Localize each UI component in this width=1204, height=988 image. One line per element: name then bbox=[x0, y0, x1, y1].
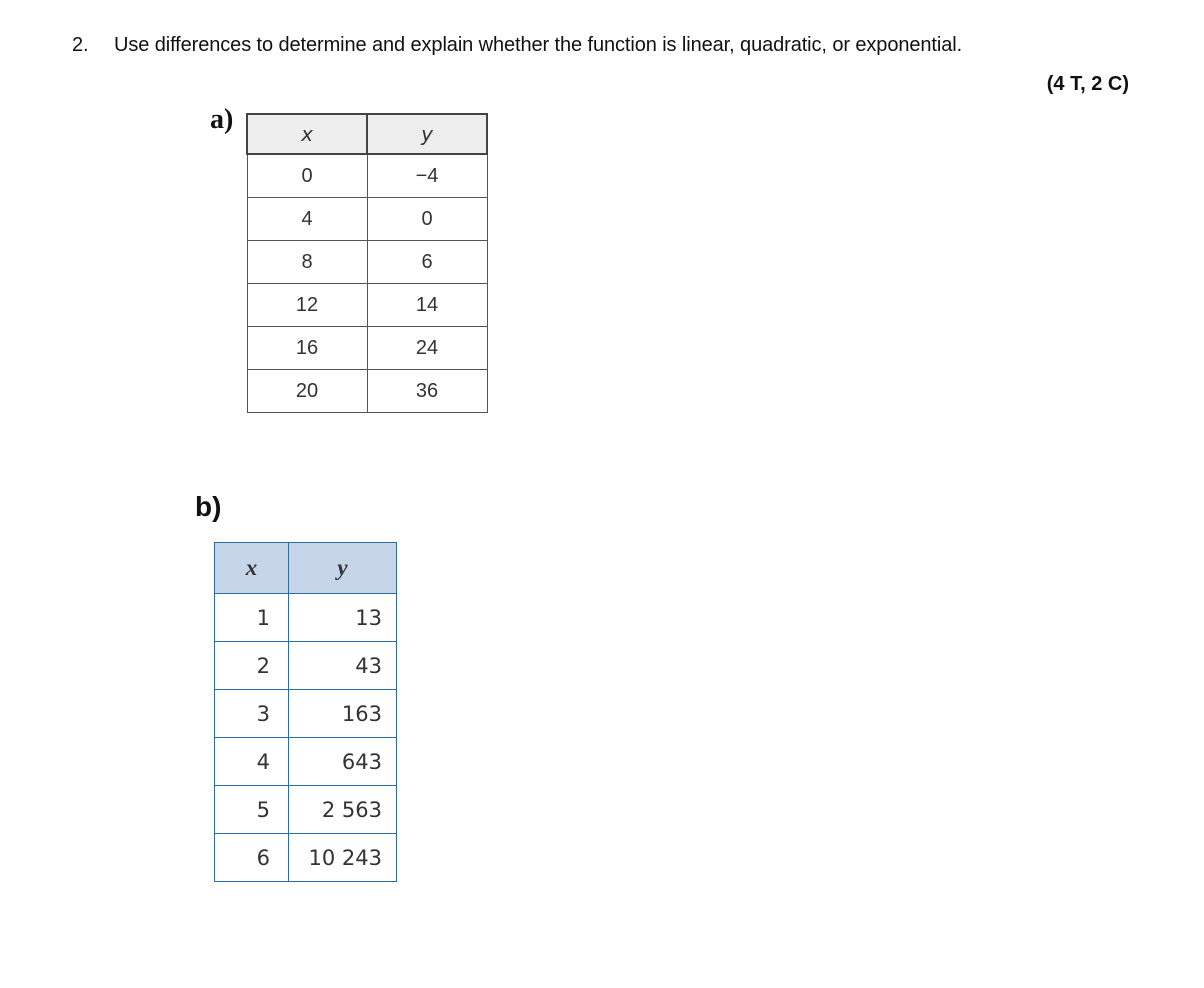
table-row bbox=[215, 834, 397, 882]
cell-y: 36 bbox=[367, 370, 487, 413]
part-a-label: a) bbox=[210, 104, 234, 135]
cell-y: 163 bbox=[289, 690, 397, 738]
table-row bbox=[215, 690, 397, 738]
cell-x: 12 bbox=[247, 284, 367, 327]
cell-y: −4 bbox=[367, 154, 487, 198]
table-row bbox=[247, 154, 487, 198]
cell-y: 6 bbox=[367, 241, 487, 284]
cell-y: 2 563 bbox=[289, 786, 397, 834]
table-row bbox=[215, 738, 397, 786]
header-x: x bbox=[215, 543, 289, 594]
cell-x: 2 bbox=[215, 642, 289, 690]
cell-y: 13 bbox=[289, 594, 397, 642]
cell-x: 4 bbox=[247, 198, 367, 241]
table-row bbox=[215, 594, 397, 642]
header-y: y bbox=[289, 543, 397, 594]
cell-x: 4 bbox=[215, 738, 289, 786]
cell-x: 1 bbox=[215, 594, 289, 642]
table-row bbox=[247, 327, 487, 370]
table-row bbox=[247, 370, 487, 413]
cell-x: 0 bbox=[247, 154, 367, 198]
cell-x: 5 bbox=[215, 786, 289, 834]
cell-y: 24 bbox=[367, 327, 487, 370]
cell-x: 20 bbox=[247, 370, 367, 413]
cell-x: 3 bbox=[215, 690, 289, 738]
table-header-row bbox=[247, 114, 487, 154]
table-row bbox=[247, 241, 487, 284]
header-y: y bbox=[367, 114, 487, 154]
question-number: 2. bbox=[72, 34, 89, 56]
cell-x: 16 bbox=[247, 327, 367, 370]
part-b-table bbox=[214, 542, 397, 882]
cell-y: 43 bbox=[289, 642, 397, 690]
table-row bbox=[215, 786, 397, 834]
cell-y: 0 bbox=[367, 198, 487, 241]
part-b-label: b) bbox=[195, 491, 222, 522]
header-x: x bbox=[247, 114, 367, 154]
table-row bbox=[247, 198, 487, 241]
cell-y: 10 243 bbox=[289, 834, 397, 882]
cell-y: 14 bbox=[367, 284, 487, 327]
cell-x: 6 bbox=[215, 834, 289, 882]
cell-x: 8 bbox=[247, 241, 367, 284]
table-header-row bbox=[215, 543, 397, 594]
table-row bbox=[247, 284, 487, 327]
marks-allocation: (4 T, 2 C) bbox=[1046, 73, 1129, 95]
table-row bbox=[215, 642, 397, 690]
question-text bbox=[72, 34, 962, 57]
cell-y: 643 bbox=[289, 738, 397, 786]
part-a-table bbox=[246, 113, 488, 413]
question-prompt: Use differences to determine and explain whether the function is linear, quadratic, or exponential. bbox=[114, 34, 963, 56]
